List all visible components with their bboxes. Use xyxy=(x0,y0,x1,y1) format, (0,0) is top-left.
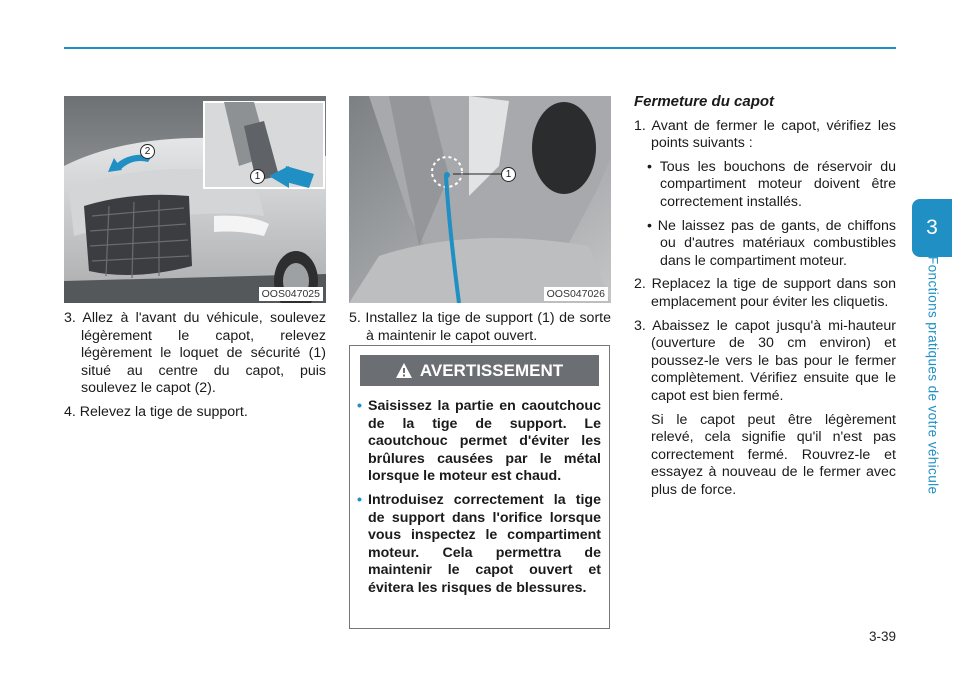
callout-1: 1 xyxy=(250,169,265,184)
step-3-lift-hood: 3. Allez à l'avant du véhicule, soulevez légèrement le capot, relevez légèrement le loquet de sécurité (1) situé au centre du capot, puis soulevez le capot (2). xyxy=(64,310,326,397)
header-rule xyxy=(64,47,896,49)
closing-step-2: 2. Replacez la tige de support dans son emplacement pour éviter les cliquetis. xyxy=(634,276,896,310)
figure-code: OOS047025 xyxy=(259,287,323,301)
section-title: Fermeture du capot xyxy=(634,93,775,110)
closing-bullet-2: • Ne laissez pas de gants, de chiffons ou d'autres matériaux combustibles dans le compartiment moteur. xyxy=(647,217,896,269)
hood-latch-figure xyxy=(64,96,326,303)
page-number: 3-39 xyxy=(868,629,896,644)
left-column xyxy=(64,310,326,422)
warning-list xyxy=(358,398,601,598)
support-rod-figure xyxy=(349,96,611,303)
callout-2: 2 xyxy=(140,144,155,159)
figure-code: OOS047026 xyxy=(544,287,608,301)
warning-header xyxy=(360,355,599,386)
chapter-tab xyxy=(912,199,952,257)
warning-icon xyxy=(396,363,412,378)
right-column xyxy=(634,93,896,499)
closing-step-3: 3. Abaissez le capot jusqu'à mi-hauteur (ouverture de 30 cm environ) et poussez-le vers le bas pour le fermer complètement. Vérifiez ensuite que le capot est bien fermé. xyxy=(634,317,896,404)
warning-item: • Introduisez correctement la tige de support dans l'orifice lorsque vous inspectez le compartiment moteur. Cela permettra de maintenir le capot ouvert et évitera les risques de blessures. xyxy=(358,492,601,598)
step-4-raise-rod: 4. Relevez la tige de support. xyxy=(64,403,248,420)
chapter-label: Fonctions pratiques de votre véhicule xyxy=(925,256,941,495)
warning-box xyxy=(349,345,610,629)
callout-1: 1 xyxy=(501,167,516,182)
open-hood-illustration xyxy=(349,96,611,303)
middle-column xyxy=(349,310,611,345)
warning-title: AVERTISSEMENT xyxy=(419,360,564,380)
step-5-install-rod: 5. Installez la tige de support (1) de sorte à maintenir le capot ouvert. xyxy=(349,310,611,344)
closing-note: Si le capot peut être légèrement relevé, cela signifie qu'il n'est pas correctement fermé. Rouvrez-le et essayez à nouveau de le fermer avec plus de force. xyxy=(651,411,896,498)
closing-step-1: 1. Avant de fermer le capot, vérifiez les points suivants : xyxy=(634,117,896,152)
warning-item: • Saisissez la partie en caoutchouc de la tige de support. Le caoutchouc permet d'éviter les brûlures causées par le métal lorsque le moteur est chaud. xyxy=(358,398,601,486)
closing-bullet-1: • Tous les bouchons de réservoir du compartiment moteur doivent être correctement installés. xyxy=(647,158,896,210)
chapter-number: 3 xyxy=(926,216,938,239)
car-front-illustration xyxy=(64,96,326,303)
